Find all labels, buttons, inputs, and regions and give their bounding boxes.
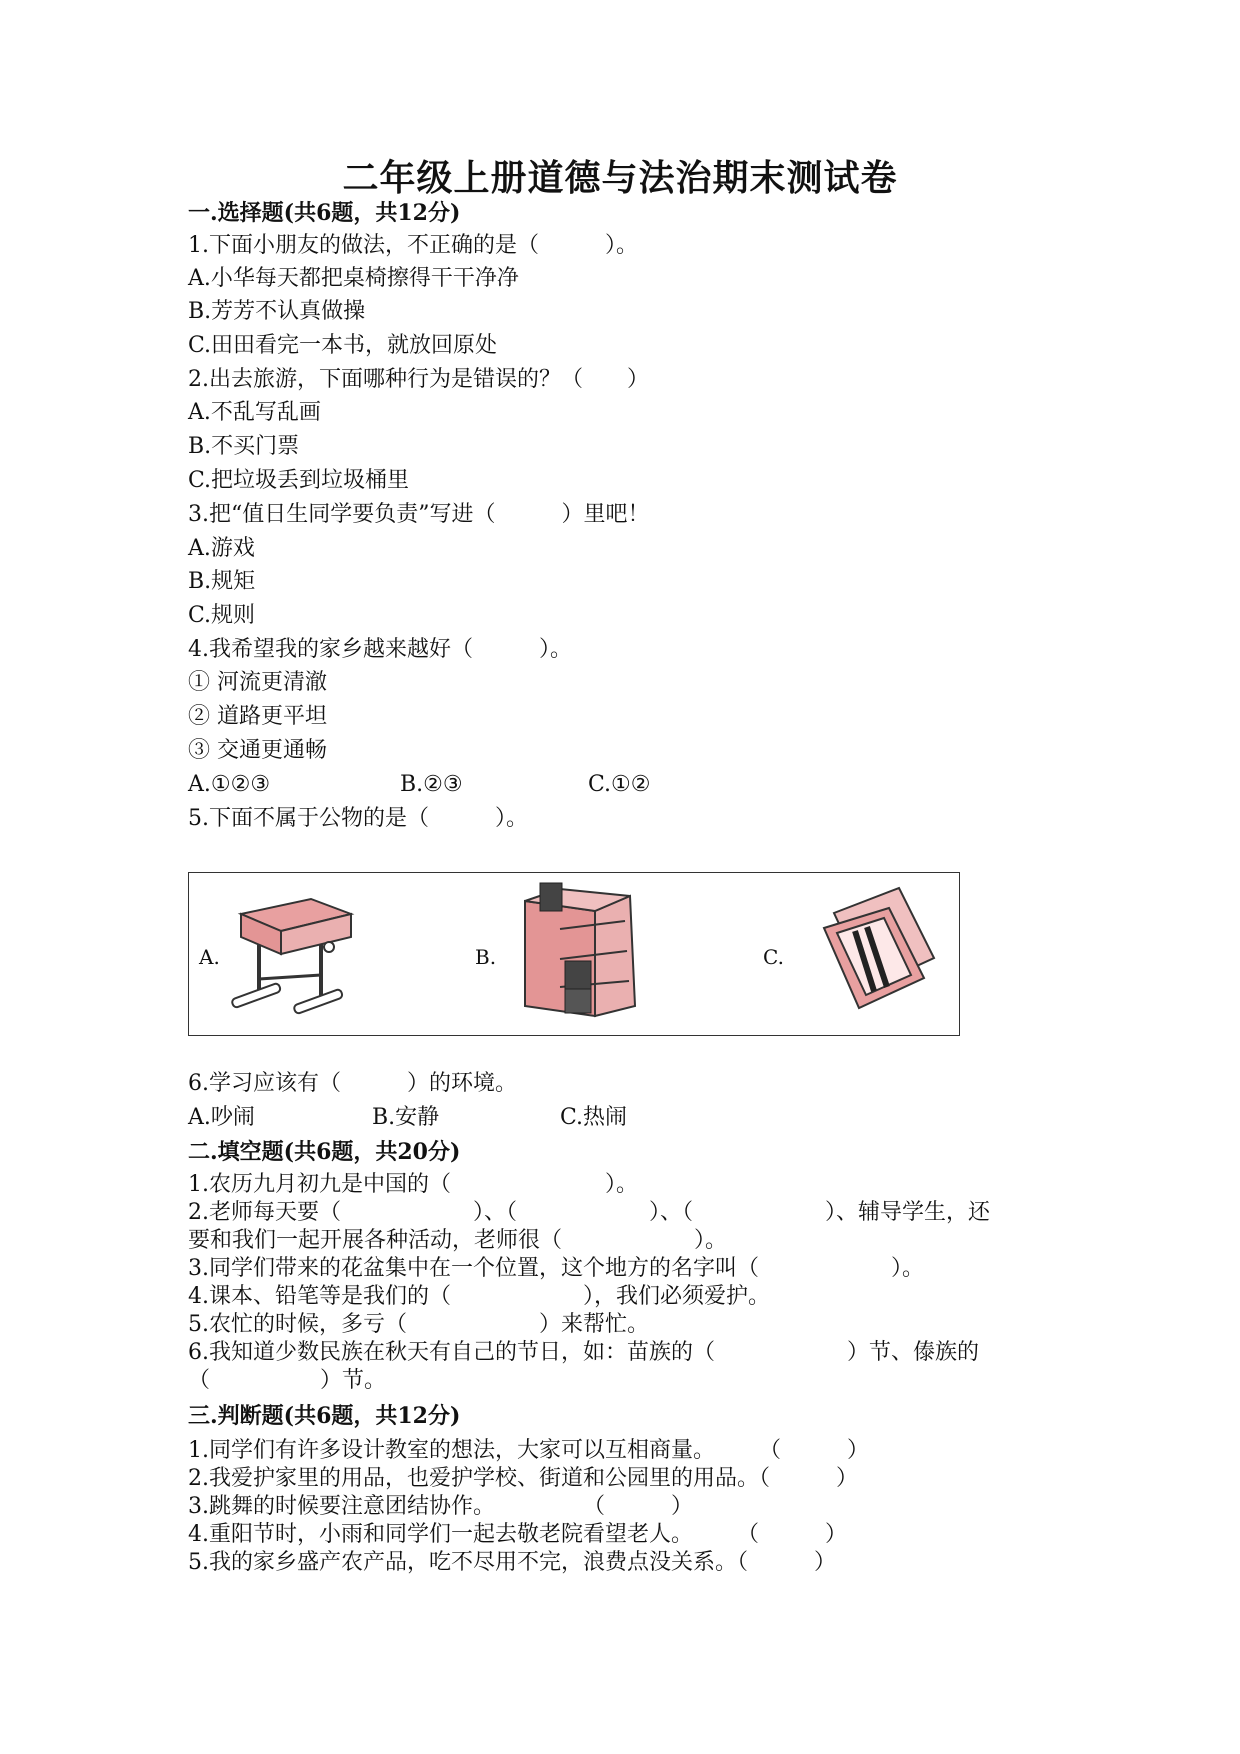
answer-option: C.田田看完一本书，就放回原处 — [188, 333, 498, 358]
question-text: 要和我们一起开展各种活动，老师很（ ）。 — [188, 1228, 728, 1253]
question-text: 4.重阳节时，小雨和同学们一起去敬老院看望老人。 （ ） — [188, 1522, 847, 1547]
answer-option: B.②③ — [400, 772, 463, 797]
pencil-case-icon — [819, 883, 949, 1023]
answer-option: A.小华每天都把桌椅擦得干干净净 — [188, 266, 519, 291]
question-text: 2.老师每天要（ ）、（ ）、（ ）、辅导学生，还 — [188, 1200, 990, 1225]
question-text: 5.我的家乡盛产农产品，吃不尽用不完，浪费点没关系。（ ） — [188, 1550, 836, 1575]
section-heading-fill: 二.填空题(共6题，共20分) — [188, 1139, 461, 1165]
question-text: 6.我知道少数民族在秋天有自己的节日，如：苗族的（ ）节、傣族的 — [188, 1340, 979, 1365]
answer-option: C.①② — [588, 772, 651, 797]
question-text: 2.我爱护家里的用品，也爱护学校、街道和公园里的用品。（ ） — [188, 1466, 858, 1491]
page-title: 二年级上册道德与法治期末测试卷 — [342, 157, 898, 199]
question-text: 3.把“值日生同学要负责”写进（ ）里吧！ — [188, 502, 650, 527]
answer-option: C.规则 — [188, 603, 256, 628]
question-text: 1.农历九月初九是中国的（ ）。 — [188, 1172, 638, 1197]
answer-option: B.安静 — [372, 1105, 440, 1130]
question-text: 4.我希望我的家乡越来越好（ ）。 — [188, 637, 572, 662]
section-heading-judge: 三.判断题(共6题，共12分) — [188, 1403, 461, 1429]
list-item: ③ 交通更通畅 — [188, 738, 327, 763]
answer-option: A.不乱写乱画 — [188, 400, 321, 425]
question-text: 3.同学们带来的花盆集中在一个位置，这个地方的名字叫（ ）。 — [188, 1256, 924, 1281]
school-desk-icon — [221, 879, 371, 1029]
question-text: 3.跳舞的时候要注意团结协作。 （ ） — [188, 1494, 693, 1519]
figure-label-b: B. — [475, 945, 497, 969]
answer-option: C.热闹 — [560, 1105, 628, 1130]
answer-option: C.把垃圾丢到垃圾桶里 — [188, 468, 410, 493]
figure-label-c: C. — [763, 945, 784, 969]
question-text: 5.农忙的时候，多亏（ ）来帮忙。 — [188, 1312, 649, 1337]
figure-label-a: A. — [199, 945, 220, 969]
answer-option: A.①②③ — [188, 772, 271, 797]
answer-option: A.吵闹 — [188, 1105, 255, 1130]
question-text: （ ）节。 — [188, 1368, 387, 1393]
answer-option: B.不买门票 — [188, 434, 300, 459]
question-text: 5.下面不属于公物的是（ ）。 — [188, 806, 528, 831]
answer-option: B.芳芳不认真做操 — [188, 299, 366, 324]
question-text: 4.课本、铅笔等是我们的（ ），我们必须爱护。 — [188, 1284, 770, 1309]
list-item: ② 道路更平坦 — [188, 704, 327, 729]
question-text: 1.下面小朋友的做法，不正确的是（ ）。 — [188, 233, 638, 258]
answer-option: A.游戏 — [188, 536, 255, 561]
question-text: 6.学习应该有（ ）的环境。 — [188, 1071, 517, 1096]
section-heading-choice: 一.选择题(共6题，共12分) — [188, 200, 461, 226]
question-text: 1.同学们有许多设计教室的想法，大家可以互相商量。 （ ） — [188, 1438, 869, 1463]
bookshelf-icon — [515, 881, 645, 1021]
answer-option: B.规矩 — [188, 569, 256, 594]
list-item: ① 河流更清澈 — [188, 670, 327, 695]
question-text: 2.出去旅游，下面哪种行为是错误的？（ ） — [188, 367, 649, 392]
options-figure — [188, 872, 960, 1036]
